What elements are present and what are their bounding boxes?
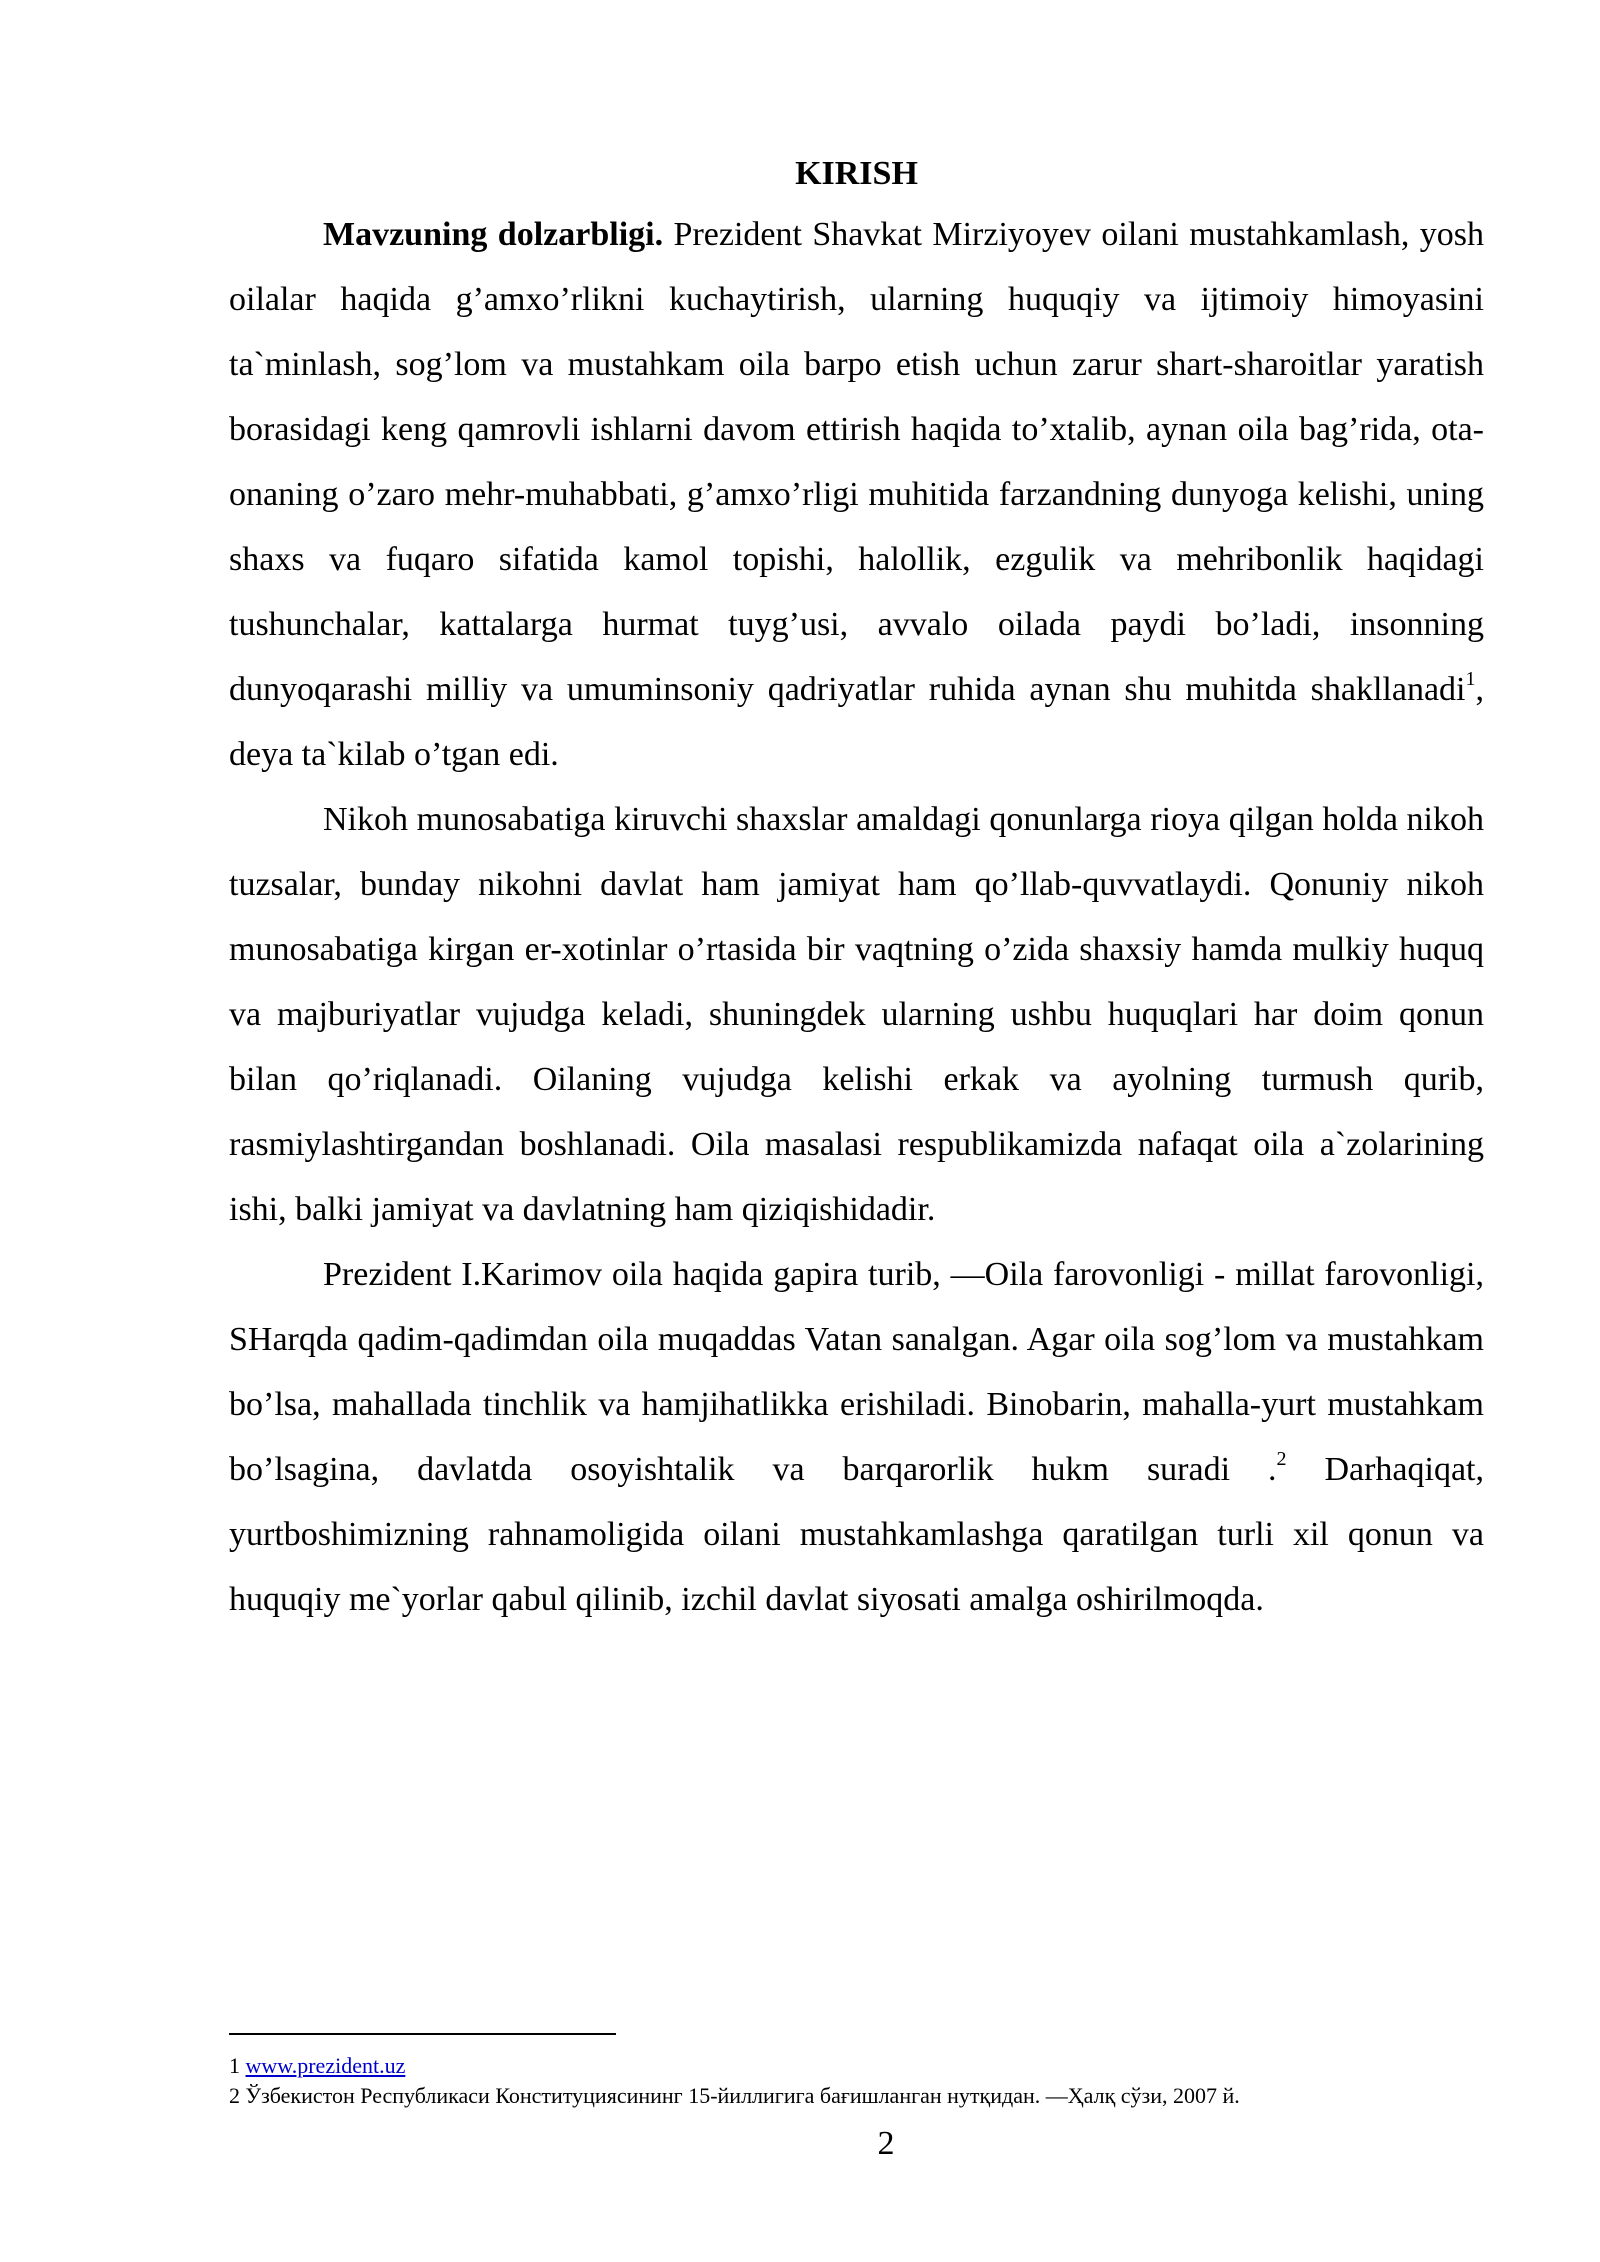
paragraph-marriage: Nikoh munosabatiga kiruvchi shaxslar amaldagi qonunlarga rioya qilgan holda nikoh tuzsalar, bunday nikohni davlat ham jamiyat ham qo’llab-quvvatlaydi. Qonuniy nikoh munosabatiga kirgan er-xotinlar o’rtasida bir vaqtning o’zida shaxsiy hamda mulkiy huquq va majburiyatlar vujudga keladi, shuningdek ularning ushbu huquqlari har doim qonun bilan qo’riqlanadi. Oilaning vujudga kelishi erkak va ayolning turmush qurib, rasmiylashtirgandan boshlanadi. Oila masalasi respublikamizda nafaqat oila a`zolarining ishi, balki jamiyat va davlatning ham qiziqishidadir.	[229, 801, 1484, 1228]
footnote-text: Ўзбекистон Республикаси Конституциясининг 15-йиллигига бағишланган нутқидан. —Ҳалқ сўзи, 2007 й.	[245, 2083, 1240, 2108]
footnotes	[229, 2051, 1489, 2111]
footnote-ref-2[interactable]: 2	[1276, 1448, 1287, 1470]
paragraph-text: Darhaqiqat, yurtboshimizning rahnamoligida oilani mustahkamlashga qaratilgan turli xil qonun va huquqiy me`yorlar qabul qilinib, izchil davlat siyosati amalga oshirilmoqda.	[229, 1451, 1484, 1618]
page-number: 2	[877, 2125, 895, 2162]
footnote-link[interactable]: www.prezident.uz	[245, 2053, 406, 2078]
paragraph-lead: Mavzuning dolzarbligi.	[323, 216, 664, 253]
paragraph-president-quote	[229, 1242, 1484, 1632]
paragraph-text: Prezident I.Karimov oila haqida gapira turib, —Oila farovonligi - millat farovonligi, SHarqda qadim-qadimdan oila muqaddas Vatan sanalgan. Agar oila sog’lom va mustahkam bo’lsa, mahallada tinchlik va hamjihatlikka erishiladi. Binobarin, mahalla-yurt mustahkam bo’lsagina, davlatda osoyishtalik va barqarorlik hukm suradi .	[229, 1256, 1484, 1488]
page-heading: KIRISH	[795, 155, 918, 192]
footnote-number: 2	[229, 2083, 240, 2108]
footnote-separator	[229, 2033, 616, 2035]
footnote-2	[229, 2081, 1489, 2111]
main-text	[229, 146, 1484, 1632]
paragraph-text: Prezident Shavkat Mirziyoyev oilani mustahkamlash, yosh oilalar haqida g’amxo’rlikni kuchaytirish, ularning huquqiy va ijtimoiy himoyasini ta`minlash, sog’lom va mustahkam oila barpo etish uchun zarur shart-sharoitlar yaratish borasidagi keng qamrovli ishlarni davom ettirish haqida to’xtalib, aynan oila bag’rida, ota-onaning o’zaro mehr-muhabbati, g’amxo’rligi muhitida farzandning dunyoga kelishi, uning shaxs va fuqaro sifatida kamol topishi, halollik, ezgulik va mehribonlik haqidagi tushunchalar, kattalarga hurmat tuyg’usi, avvalo oilada paydi bo’ladi, insonning dunyoqarashi milliy va umuminsoniy qadriyatlar ruhida aynan shu muhitda shakllanadi	[229, 216, 1485, 708]
footnote-ref-1[interactable]: 1	[1465, 668, 1476, 690]
paragraph-relevance	[229, 202, 1484, 787]
footnote-number: 1	[229, 2053, 240, 2078]
paragraph-text: , deya ta`kilab o’tgan edi.	[229, 671, 1484, 773]
footnote-1	[229, 2051, 1489, 2081]
